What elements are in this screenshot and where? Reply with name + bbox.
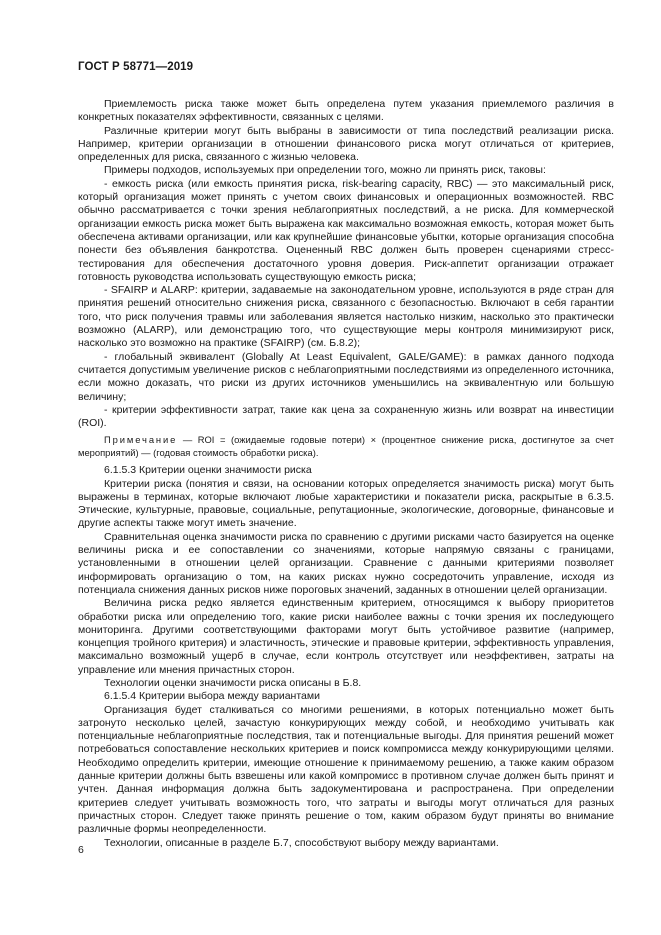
standard-header: ГОСТ Р 58771—2019 bbox=[78, 61, 194, 73]
note-text: — ROI = (ожидаемые годовые потери) × (процентное снижение риска, достигнутое за счет мероприятий) — (годовая стоимость обработки риска). bbox=[78, 434, 614, 458]
paragraph: Сравнительная оценка значимости риска по сравнению с другими рисками часто базируется на оценке величины риска и ее сопоставлении со значениями, которые напрямую связаны с границами, установленными в отношении целей организации. Сравнение с данными критериями позволяет информировать организацию о том, на каких рисках нужно сосредоточить управление, исходя из потенциала снижения данных рисков ниже пороговых значений, заданных в отношении целей организации. bbox=[78, 530, 614, 596]
paragraph: Критерии риска (понятия и связи, на основании которых определяется значимость риска) могут быть выражены в терминах, которые включают любые характеристики и показатели риска, раскрытые в 6.3.5. Этические, культурные, правовые, социальные, репутационные, экологические, договорные, финансовые и другие аспекты также могут иметь значение. bbox=[78, 477, 614, 530]
paragraph: Технологии, описанные в разделе Б.7, способствуют выбору между вариантами. bbox=[104, 836, 499, 849]
page-number: 6 bbox=[78, 844, 84, 856]
document-body bbox=[78, 98, 614, 850]
list-item: - критерии эффективности затрат, такие как цена за сохраненную жизнь или возврат на инвестиции (ROI). bbox=[78, 403, 614, 430]
list-item: - SFAIRP и ALARP: критерии, задаваемые на законодательном уровне, используются в ряде стран для принятия решений относительно снижения риска, связанного с безопасностью. Включают в себя гарантии того, что риск получения травмы или заболевания является настолько низким, насколько это практически возможно (ALARP), или демонстрацию того, что существующие меры контроля минимизируют риск, насколько это возможно на практике (SFAIRP) (см. Б.8.2); bbox=[78, 284, 614, 350]
section-heading-6-1-5-4: 6.1.5.4 Критерии выбора между вариантами bbox=[104, 690, 320, 703]
note-label: Примечание bbox=[104, 434, 178, 446]
paragraph: Приемлемость риска также может быть определена путем указания приемлемого различия в конкретных показателях эффективности, связанных с целями. bbox=[78, 98, 614, 124]
list-item: - емкость риска (или емкость принятия риска, risk-bearing capacity, RBC) — это максимальный риск, который организация может принять с учетом своих финансовых и операционных возможностей. RBC обычно рассматривается с точки зрения неблагоприятных последствий, а не риска. Для коммерческой организации емкость риска может быть выражена как максимально возможная емкость, которая может быть обеспечена активами организации, или как крупнейшие финансовые убытки, которые организация способна понести без объявления банкротства. Оцененный RBC должен быть проверен сценариями стресс-тестирования для обеспечения достаточного уровня доверия. Риск-аппетит организации отражает готовность руководства использовать существующую емкость риска; bbox=[78, 177, 614, 283]
paragraph: Организация будет сталкиваться со многими решениями, в которых потенциально может быть затронуто несколько целей, зачастую конкурирующих между собой, и необходимо учитывать как потенциальные неблагоприятные последствия, так и потенциальные выгоды. Для принятия решений может потребоваться сопоставление нескольких критериев и поиск компромисса между конкурирующими целями. Необходимо определить критерии, имеющие отношение к принимаемому решению, а также каким образом данные критерии должны быть взвешены или какой компромисс в противном случае должен быть принят и учтен. Данная информация должна быть задокументирована и распространена. При определении критериев следует учитывать возможность того, что затраты и выгоды могут отличаться для разных причастных сторон. Следует также принять решение о том, каким образом будут приняты во внимание различные формы неопределенности. bbox=[78, 703, 614, 836]
paragraph: Технологии оценки значимости риска описаны в Б.8. bbox=[104, 676, 362, 689]
list-item: - глобальный эквивалент (Globally At Least Equivalent, GALE/GAME): в рамках данного подхода считается допустимым увеличение рисков с неблагоприятными последствиями из определенного источника, если можно доказать, что риски из других источников уменьшились на эквивалентную или большую величину; bbox=[78, 350, 614, 403]
paragraph: Примеры подходов, используемых при определении того, можно ли принять риск, таковы: bbox=[104, 164, 546, 177]
section-heading-6-1-5-3: 6.1.5.3 Критерии оценки значимости риска bbox=[104, 464, 312, 477]
paragraph: Различные критерии могут быть выбраны в зависимости от типа последствий реализации риска. Например, критерии организации в отношении финансового риска могут отличаться от критериев, определенных для риска, связанного с жизнью человека. bbox=[78, 124, 614, 164]
note bbox=[78, 434, 614, 459]
paragraph: Величина риска редко является единственным критерием, относящимся к выбору приоритетов обработки риска или определению того, какие риски наиболее важны с точки зрения их последующего мониторинга. Другими соответствующими факторами могут быть устойчивое развитие (например, концепция тройного критерия) и эластичность, этические и правовые критерии, эффективность управления, максимально возможный ущерб в случае, если контроль отсутствует или неэффективен, затраты на управление или мнения причастных сторон. bbox=[78, 597, 614, 676]
